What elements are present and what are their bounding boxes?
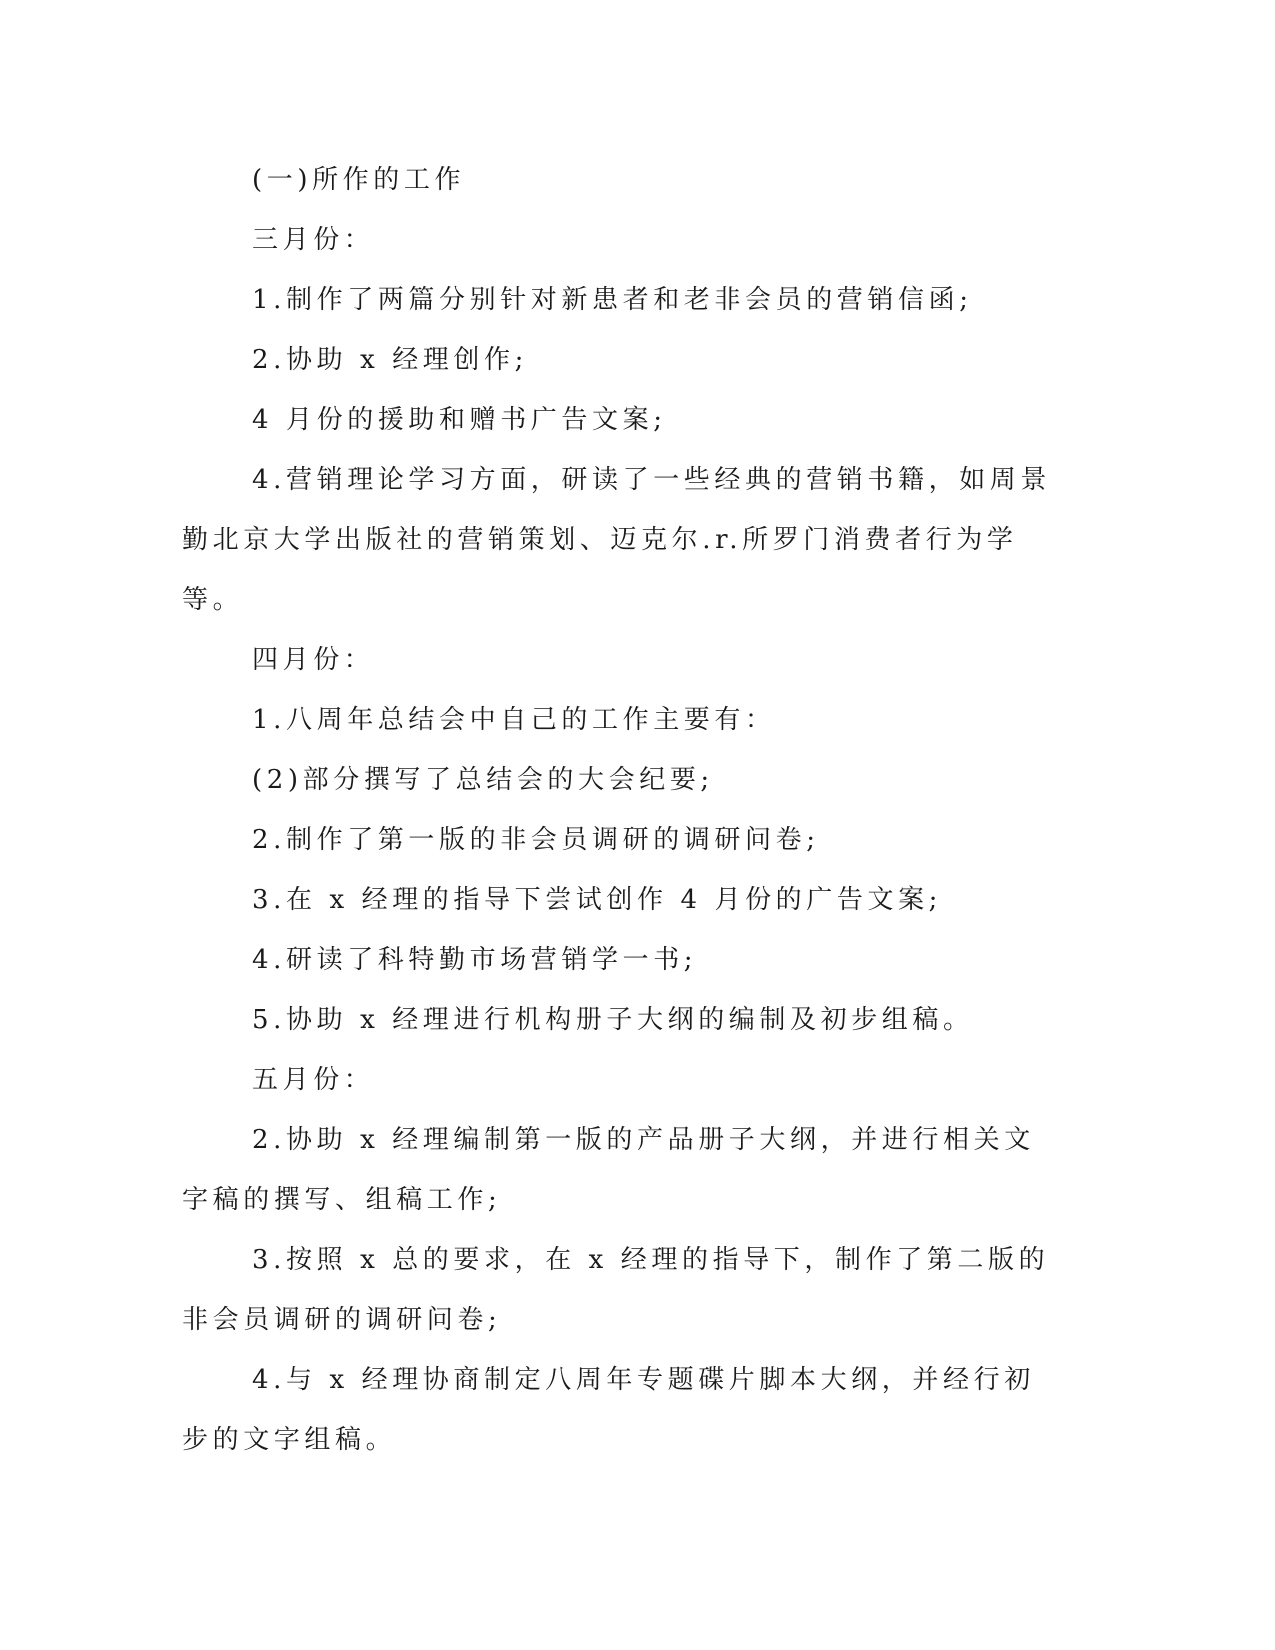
list-item: 3.按照 x 总的要求，在 x 经理的指导下，制作了第二版的非会员调研的调研问卷; <box>182 1245 1050 1335</box>
list-item: 2.协助 x 经理编制第一版的产品册子大纲，并进行相关文字稿的撰写、组稿工作; <box>182 1125 1035 1215</box>
month-heading-may: 五月份： <box>252 1065 375 1095</box>
list-item: (2)部分撰写了总结会的大会纪要; <box>252 765 714 795</box>
list-item: 4.营销理论学习方面，研读了一些经典的营销书籍，如周景勤北京大学出版社的营销策划、迈克尔.r.所罗门消费者行为学等。 <box>182 465 1052 615</box>
list-item: 1.制作了两篇分别针对新患者和老非会员的营销信函; <box>252 285 973 315</box>
section-heading: (一)所作的工作 <box>252 165 466 195</box>
list-item: 4 月份的援助和赠书广告文案; <box>252 405 667 435</box>
document-body <box>182 150 1052 1470</box>
list-item: 2.制作了第一版的非会员调研的调研问卷; <box>252 825 820 855</box>
month-heading-march: 三月份： <box>252 225 375 255</box>
list-item: 5.协助 x 经理进行机构册子大纲的编制及初步组稿。 <box>252 1005 974 1035</box>
list-item: 1.八周年总结会中自己的工作主要有： <box>252 705 776 735</box>
list-item: 2.协助 x 经理创作; <box>252 345 528 375</box>
list-item: 4.研读了科特勤市场营销学一书; <box>252 945 698 975</box>
month-heading-april: 四月份： <box>252 645 375 675</box>
list-item: 4.与 x 经理协商制定八周年专题碟片脚本大纲，并经行初步的文字组稿。 <box>182 1365 1035 1455</box>
list-item: 3.在 x 经理的指导下尝试创作 4 月份的广告文案; <box>252 885 943 915</box>
